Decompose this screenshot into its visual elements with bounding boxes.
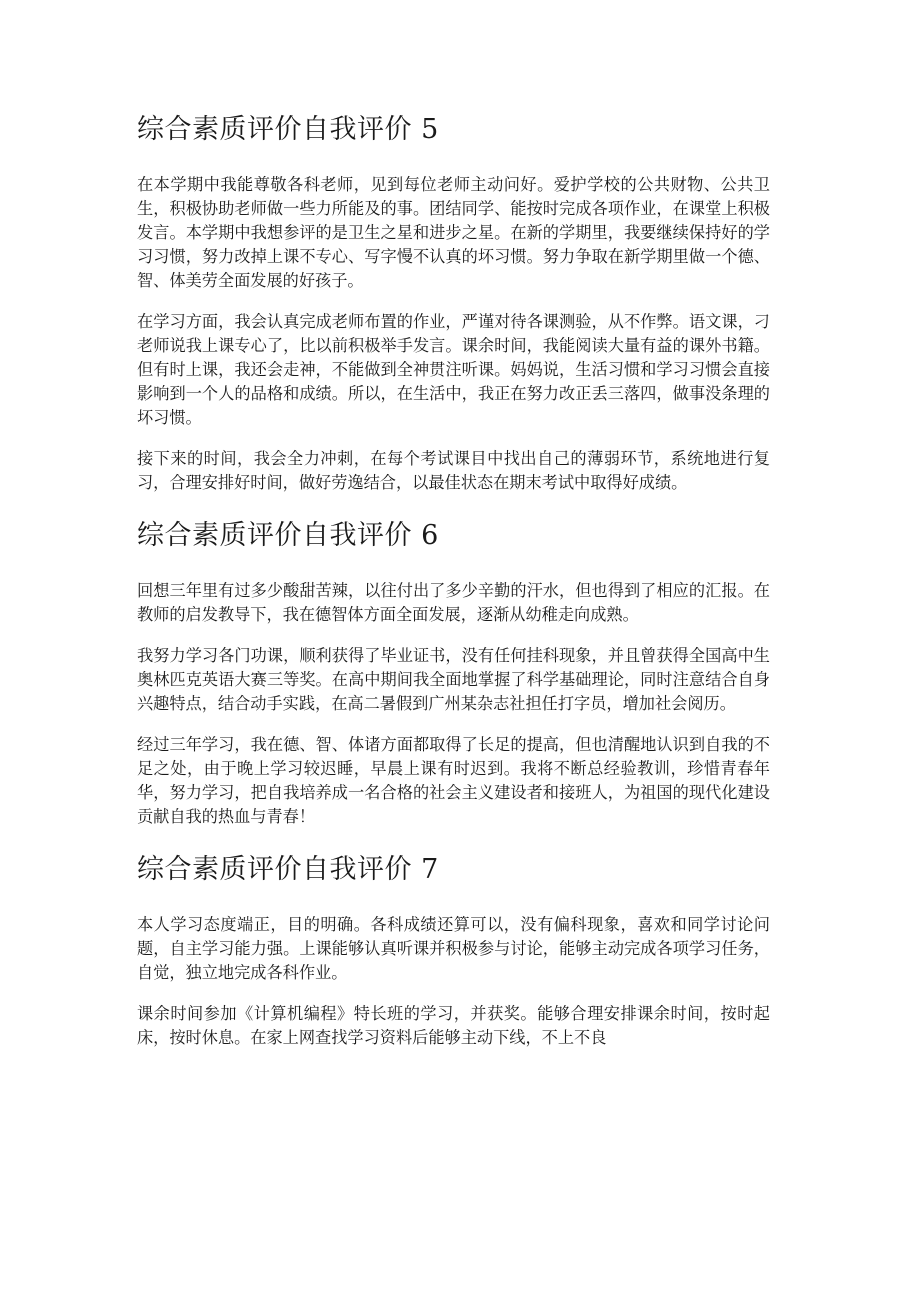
section-title: 综合素质评价自我评价 5	[137, 114, 439, 145]
section-6	[137, 519, 770, 829]
section-title: 综合素质评价自我评价 7	[137, 854, 439, 885]
paragraph: 经过三年学习，我在德、智、体诸方面都取得了长足的提高，但也清醒地认识到自我的不足之处，由于晚上学习较迟睡，早晨上课有时迟到。我将不断总经验教训，珍惜青春年华，努力学习，把自我培养成一名合格的社会主义建设者和接班人，为祖国的现代化建设贡献自我的热血与青春！	[137, 735, 770, 826]
section-5	[137, 113, 770, 495]
paragraph: 在学习方面，我会认真完成老师布置的作业，严谨对待各课测验，从不作弊。语文课，刁老师说我上课专心了，比以前积极举手发言。课余时间，我能阅读大量有益的课外书籍。但有时上课，我还会走神，不能做到全神贯注听课。妈妈说，生活习惯和学习习惯会直接影响到一个人的品格和成绩。所以，在生活中，我正在努力改正丢三落四，做事没条理的坏习惯。	[137, 312, 770, 427]
section-title: 综合素质评价自我评价 6	[137, 520, 439, 551]
paragraph: 回想三年里有过多少酸甜苦辣，以往付出了多少辛勤的汗水，但也得到了相应的汇报。在教师的启发教导下，我在德智体方面全面发展，逐渐从幼稚走向成熟。	[137, 581, 770, 624]
paragraph: 本人学习态度端正，目的明确。各科成绩还算可以，没有偏科现象，喜欢和同学讨论问题，自主学习能力强。上课能够认真听课并积极参与讨论，能够主动完成各项学习任务，自觉，独立地完成各科作业。	[137, 915, 770, 982]
paragraph: 接下来的时间，我会全力冲刺，在每个考试课目中找出自己的薄弱环节，系统地进行复习，合理安排好时间，做好劳逸结合，以最佳状态在期末考试中取得好成绩。	[137, 449, 770, 492]
document-page	[137, 113, 770, 1067]
section-7	[137, 853, 770, 1050]
paragraph: 课余时间参加《计算机编程》特长班的学习，并获奖。能够合理安排课余时间，按时起床，按时休息。在家上网查找学习资料后能够主动下线，不上不良	[137, 1004, 770, 1047]
paragraph: 我努力学习各门功课，顺利获得了毕业证书，没有任何挂科现象，并且曾获得全国高中生奥林匹克英语大赛三等奖。在高中期间我全面地掌握了科学基础理论，同时注意结合自身兴趣特点，结合动手实践，在高二暑假到广州某杂志社担任打字员，增加社会阅历。	[137, 646, 770, 713]
paragraph: 在本学期中我能尊敬各科老师，见到每位老师主动问好。爱护学校的公共财物、公共卫生，积极协助老师做一些力所能及的事。团结同学、能按时完成各项作业，在课堂上积极发言。本学期中我想参评的是卫生之星和进步之星。在新的学期里，我要继续保持好的学习习惯，努力改掉上课不专心、写字慢不认真的坏习惯。努力争取在新学期里做一个德、智、体美劳全面发展的好孩子。	[137, 175, 770, 290]
